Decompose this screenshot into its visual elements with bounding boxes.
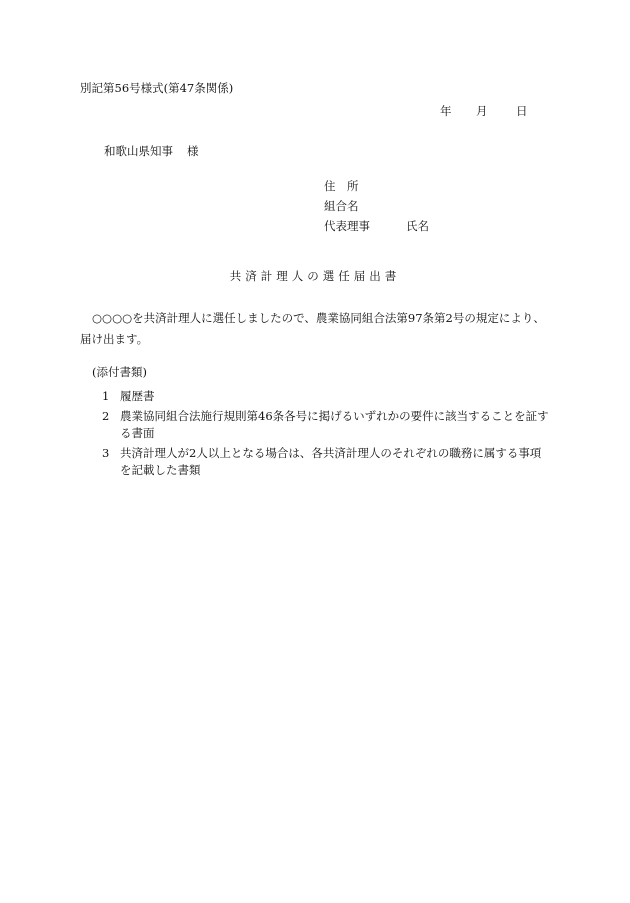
attachments-list <box>102 388 552 479</box>
union-name-label: 組合名 <box>324 199 359 213</box>
attachment-number: 3 <box>102 446 110 460</box>
representative-line <box>324 221 429 241</box>
body-text: ○○○○を共済計理人に選任しましたので、農業協同組合法第97条第2号の規定により、届け出ます。 <box>80 311 545 346</box>
attachment-text: 履歴書 <box>120 389 155 403</box>
attachment-text: 共済計理人が2人以上となる場合は、各共済計理人のそれぞれの職務に属する事項を記載した書類 <box>120 446 542 477</box>
representative-label: 代表理事 <box>324 219 370 233</box>
date-year-label: 年 <box>440 104 452 118</box>
attachment-text: 農業協同組合法施行規則第46条各号に掲げるいずれかの要件に該当することを証する書面 <box>120 409 549 440</box>
addressee-name: 和歌山県知事 <box>104 144 173 158</box>
form-id: 別記第56号様式(第47条関係) <box>80 81 234 95</box>
address-label: 住 所 <box>324 179 359 193</box>
list-item <box>102 445 552 479</box>
attachment-number: 2 <box>102 409 110 423</box>
date-day-label: 日 <box>516 104 528 118</box>
representative-name-label: 氏名 <box>406 219 429 233</box>
attachments-heading: (添付書類) <box>92 365 147 379</box>
attachment-number: 1 <box>102 389 110 403</box>
document-title: 共済計理人の選任届出書 <box>229 269 401 283</box>
date-month-label: 月 <box>476 104 488 118</box>
addressee-honorific: 様 <box>187 144 199 158</box>
list-item <box>102 388 552 405</box>
addressee <box>104 146 199 158</box>
list-item <box>102 408 552 442</box>
date-line <box>440 106 528 118</box>
applicant-block <box>324 181 429 241</box>
